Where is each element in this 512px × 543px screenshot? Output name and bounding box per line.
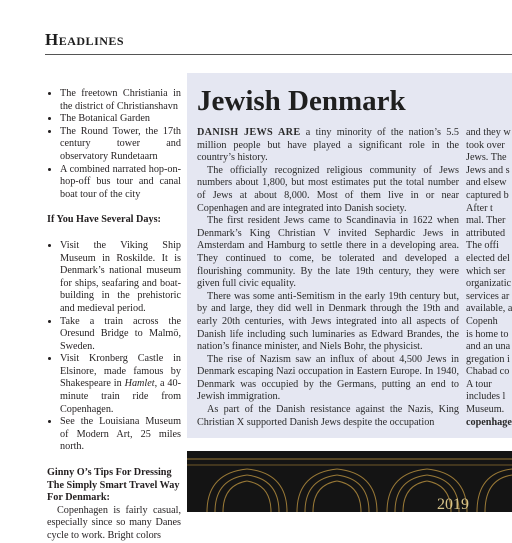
list-item [60,353,181,416]
article-title: Jewish Denmark [197,85,406,117]
column-2-line: and they w [466,127,511,138]
several-days-heading: If You Have Several Days: [47,214,161,226]
column-2-line: took over [466,139,505,151]
column-2-line: Chabad co [466,366,510,378]
lead-paragraph-text: a tiny minority of the nation’s 5.5 million people but have played a significant role in the country’s history. [197,127,459,164]
lead-in: DANISH JEWS ARE [197,127,301,138]
list-item: • The freetown Christiania in the district of Christianshavn [60,88,181,113]
list-item: • Take a train across the Oresund Bridge to Malmö, Sweden. [60,316,181,354]
column-2-line: organizatic [466,278,512,290]
list-item: • See the Louisiana Museum of Modern Art, 25 miles north. [60,416,181,454]
column-2-line: elected del [466,252,510,264]
list-item: • The Round Tower, the 17th century tower and observatory Rundetaarn [60,126,181,164]
article-column-1 [197,127,459,429]
column-2-line: Jews. The [466,152,507,164]
top-bullet-list [47,88,181,201]
art-deco-photo [187,451,512,512]
column-2-line: A tour [466,378,492,390]
column-2-line: After t [466,202,493,214]
article-paragraph: There was some anti-Semitism in the early 19th century but, by and large, they did well in Denmark through the 19th and early 20th centuries, with Jews integrated into all aspects of Danish life including such luminaries as Edward Brandes, the nation’s finance minister, and Niels Bohr, the physicist. [197,290,459,353]
article-paragraph: The officially recognized religious community of Jews numbers about 1,800, but most estimates put the total number of Jews at about 8,000. Most of them live in or near Copenhagen and are integrated into Danish society. [197,164,459,214]
column-2-line: copenhage [466,416,512,428]
bullet-text: Visit Kronberg Castle in Elsinore, made famous by Shakespeare in Hamlet, a 40-minute train ride from Copenhagen. [60,353,181,415]
column-2-line: captured b [466,189,509,201]
photo-year-text: 2019 [437,496,469,512]
tips-heading: Ginny O’s Tips For Dressing The Simply Smart Travel Way For Denmark: [47,467,180,504]
column-2-line: attributed [466,227,506,239]
header-divider [45,54,512,55]
column-2-line: The offi [466,240,499,252]
tips-text: Copenhagen is fairly casual, especially since so many Danes cycle to work. Bright colors [47,504,181,541]
column-2-line: and an una [466,341,511,353]
article-column-2 [466,127,512,429]
column-2-line: mal. Ther [466,215,506,227]
section-header [45,30,512,50]
column-2-line: Museum. [466,404,505,416]
art-deco-image [187,451,512,512]
column-2-line: gregation i [466,353,510,365]
column-2-line: which ser [466,265,506,277]
article-paragraph: The rise of Nazism saw an influx of about 4,500 Jews in Denmark escaping Nazi occupation in Eastern Europe. In 1940, Denmark was occupied by the Germans, putting an end to Jewish immigration. [197,353,459,403]
list-item: • Visit the Viking Ship Museum in Roskilde. It is Denmark’s national museum for ships, seafaring and boat-building in the prehistoric and medieval period. [60,240,181,316]
column-2-line: services ar [466,290,510,302]
sidebar-column [47,88,181,543]
column-2-line: available, a [466,303,512,315]
play-title: Hamlet [124,378,155,390]
column-2-line: includes l [466,391,506,403]
list-item: • The Botanical Garden [60,113,181,126]
article-paragraph: As part of the Danish resistance against the Nazis, King Christian X supported Danish Jews despite the occupation [197,404,459,428]
list-item: • A combined narrated hop-on-hop-off bus tour and canal boat tour of the city [60,164,181,202]
column-2-line: Jews and s [466,164,510,176]
days-bullet-list [47,240,181,454]
article-paragraph: The first resident Jews came to Scandinavia in 1622 when Denmark’s King Christian V invited Sephardic Jews in Amsterdam and Hamburg to settle there in a developing area. They continued to come, be tolerated and developed a flourishing community. By the late 19th century, they were given full civic equality. [197,215,459,290]
column-2-line: is home to [466,328,509,340]
section-title: Headlines [45,30,125,49]
lead-paragraph [197,127,459,165]
article-box [187,73,512,438]
column-2-line: and elsew [466,177,507,189]
column-2-line: Copenh [466,315,498,327]
